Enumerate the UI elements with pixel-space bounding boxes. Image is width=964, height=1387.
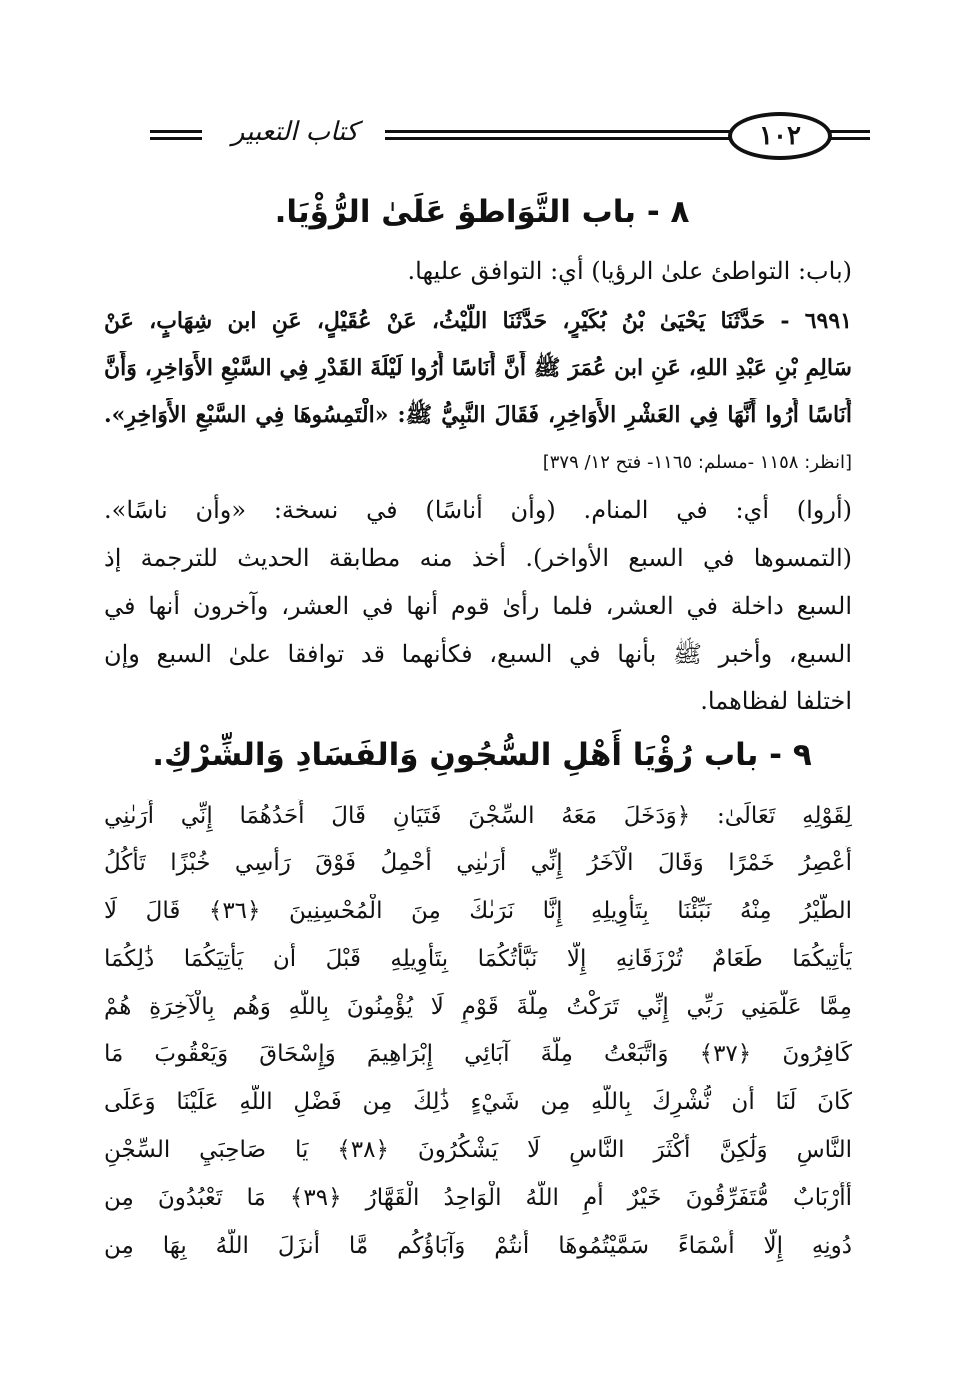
commentary-line: اختلفا لفظاهما. xyxy=(700,687,852,715)
hadith-line: سَالِمِ بْنِ عَبْدِ اللهِ، عَنِ ابن عُمَرَ ﷺ أَنَّ أُنَاسًا أُرُوا لَيْلَةَ القَدْرِ فِي السَّبْعِ الأَوَاخِرِ، وَأَنَّ xyxy=(104,355,852,381)
quran-line: يَأْتِيكُمَا طَعَامٌ تُرْزَقَانِهِ إِلَّا نَبَّأْتُكُمَا بِتَأْوِيلِهِ قَبْلَ أَن يَأْتِيَكُمَا ذَٰلِكُمَا xyxy=(104,946,852,972)
hadith-line: ٦٩٩١ - حَدَّثَنَا يَحْيَىٰ بْنُ بُكَيْرٍ، حَدَّثَنَا اللَّيْثُ، عَنْ عُقَيْلٍ، عَنِ ابن شِهَابٍ، عَنْ xyxy=(104,308,852,334)
commentary-line: (أروا) أي: في المنام. (وأن أناسًا) في نسخة: «وأن ناسًا». xyxy=(104,496,852,524)
book-title: كتاب التعبير xyxy=(231,117,359,147)
page-header xyxy=(150,112,870,158)
quran-line: الطَّيْرُ مِنْهُ نَبِّئْنَا بِتَأْوِيلِهِ إِنَّا نَرَىٰكَ مِنَ الْمُحْسِنِينَ ﴿٣٦﴾ قَالَ لَا xyxy=(104,898,852,924)
hadith-reference: [انظر: ١١٥٨ -مسلم: ١١٦٥- فتح ١٢/ ٣٧٩] xyxy=(542,452,852,473)
quran-line: مِمَّا عَلَّمَنِي رَبِّي إِنِّي تَرَكْتُ مِلَّةَ قَوْمٍ لَا يُؤْمِنُونَ بِاللَّهِ وَهُم بِالْآخِرَةِ هُمْ xyxy=(104,994,852,1020)
quran-line: دُونِهِ إِلَّا أَسْمَاءً سَمَّيْتُمُوهَا أَنتُمْ وَآبَاؤُكُم مَّا أَنزَلَ اللَّهُ بِهَا مِن xyxy=(104,1233,852,1259)
commentary-line: (التمسوها في السبع الأواخر). أخذ منه مطابقة الحديث للترجمة إذ xyxy=(104,544,852,572)
commentary-line: السبع، وأخبر ﷺ بأنها في السبع، فكأنهما قد توافقا علىٰ السبع وإن xyxy=(104,640,852,668)
chapter-heading-8: ٨ - باب التَّوَاطؤ عَلَىٰ الرُّؤْيَا. xyxy=(274,194,690,230)
quran-line: كَافِرُونَ ﴿٣٧﴾ وَاتَّبَعْتُ مِلَّةَ آبَائِي إِبْرَاهِيمَ وَإِسْحَاقَ وَيَعْقُوبَ مَا xyxy=(104,1041,852,1067)
quran-line: كَانَ لَنَا أَن نُّشْرِكَ بِاللَّهِ مِن شَيْءٍ ذَٰلِكَ مِن فَضْلِ اللَّهِ عَلَيْنَا وَعَلَى xyxy=(104,1089,852,1115)
page-number: ١٠٢ xyxy=(728,112,832,160)
quran-line: أَأَرْبَابٌ مُّتَفَرِّقُونَ خَيْرٌ أَمِ اللَّهُ الْوَاحِدُ الْقَهَّارُ ﴿٣٩﴾ مَا تَعْبُدُونَ مِن xyxy=(104,1185,852,1211)
quran-line: أَعْصِرُ خَمْرًا وَقَالَ الْآخَرُ إِنِّي أَرَىٰنِي أَحْمِلُ فَوْقَ رَأْسِي خُبْزًا تَأْكُلُ xyxy=(104,850,852,876)
chapter-explanation: (باب: التواطئ علىٰ الرؤيا) أي: التوافق عليها. xyxy=(407,257,852,285)
header-rule-right xyxy=(840,130,870,133)
quran-line: النَّاسِ وَلَٰكِنَّ أَكْثَرَ النَّاسِ لَا يَشْكُرُونَ ﴿٣٨﴾ يَا صَاحِبَيِ السِّجْنِ xyxy=(104,1137,852,1163)
commentary-line: السبع داخلة في العشر، فلما رأىٰ قوم أنها في العشر، وآخرون أنها في xyxy=(104,592,852,620)
quran-line: لِقَوْلِهِ تَعَالَىٰ: ﴿وَدَخَلَ مَعَهُ السِّجْنَ فَتَيَانِ قَالَ أَحَدُهُمَا إِنِّي أَرَىٰنِي xyxy=(104,803,852,829)
hadith-line: أُنَاسًا أُرُوا أَنَّهَا فِي العَشْرِ الأَوَاخِرِ، فَقَالَ النَّبِيُّ ﷺ: «الْتَمِسُوهَا فِي السَّبْعِ الأَوَاخِرِ». xyxy=(104,402,852,428)
header-rule-left xyxy=(150,130,202,133)
chapter-heading-9: ٩ - باب رُؤْيَا أَهْلِ السُّجُونِ وَالفَسَادِ وَالشِّرْكِ. xyxy=(152,737,812,773)
